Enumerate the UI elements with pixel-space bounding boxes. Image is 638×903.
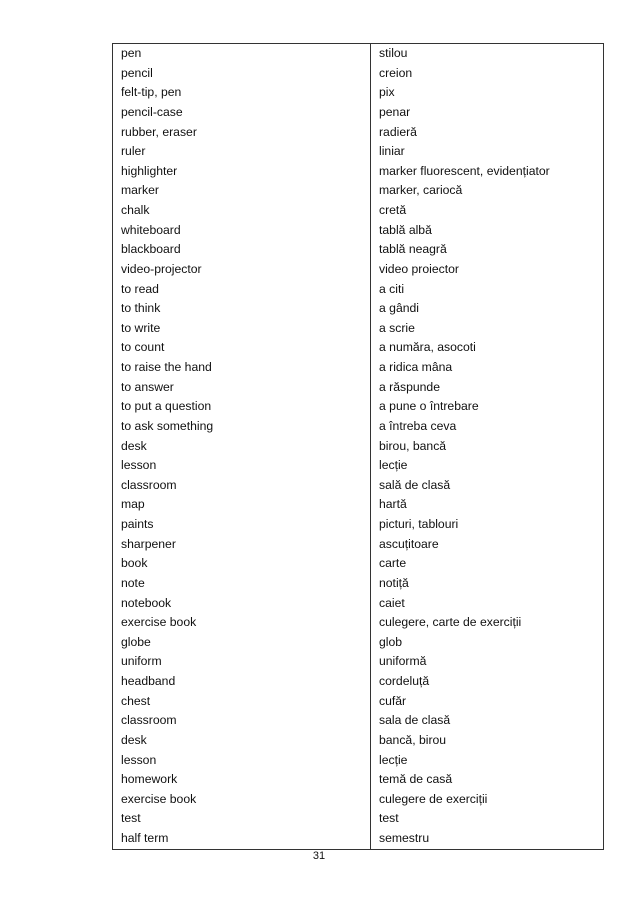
romanian-term: picturi, tablouri (371, 515, 604, 535)
english-term: half term (113, 829, 371, 849)
vocab-row (113, 201, 604, 221)
english-term: to read (113, 280, 371, 300)
vocab-row (113, 456, 604, 476)
english-term: desk (113, 731, 371, 751)
english-term: video-projector (113, 260, 371, 280)
english-term: map (113, 495, 371, 515)
english-term: felt-tip, pen (113, 83, 371, 103)
romanian-term: bancă, birou (371, 731, 604, 751)
english-term: to answer (113, 378, 371, 398)
vocab-row (113, 221, 604, 241)
romanian-term: a pune o întrebare (371, 397, 604, 417)
english-term: to ask something (113, 417, 371, 437)
vocab-row (113, 142, 604, 162)
english-term: note (113, 574, 371, 594)
romanian-term: creion (371, 64, 604, 84)
english-term: classroom (113, 711, 371, 731)
vocab-row (113, 574, 604, 594)
romanian-term: a scrie (371, 319, 604, 339)
english-term: sharpener (113, 535, 371, 555)
vocab-row (113, 829, 604, 849)
english-term: pen (113, 44, 371, 64)
english-term: paints (113, 515, 371, 535)
english-term: test (113, 809, 371, 829)
vocab-row (113, 652, 604, 672)
vocab-row (113, 731, 604, 751)
romanian-term: caiet (371, 594, 604, 614)
romanian-term: semestru (371, 829, 604, 849)
vocab-row (113, 299, 604, 319)
english-term: to think (113, 299, 371, 319)
vocab-row (113, 123, 604, 143)
vocab-row (113, 515, 604, 535)
romanian-term: tablă albă (371, 221, 604, 241)
vocab-row (113, 260, 604, 280)
romanian-term: a răspunde (371, 378, 604, 398)
romanian-term: radieră (371, 123, 604, 143)
english-term: headband (113, 672, 371, 692)
romanian-term: a întreba ceva (371, 417, 604, 437)
english-term: rubber, eraser (113, 123, 371, 143)
vocab-row (113, 417, 604, 437)
english-term: whiteboard (113, 221, 371, 241)
vocab-row (113, 476, 604, 496)
romanian-term: marker fluorescent, evidențiator (371, 162, 604, 182)
romanian-term: notiță (371, 574, 604, 594)
romanian-term: lecție (371, 456, 604, 476)
romanian-term: a ridica mâna (371, 358, 604, 378)
romanian-term: carte (371, 554, 604, 574)
vocabulary-table (112, 43, 604, 850)
vocab-row (113, 554, 604, 574)
romanian-term: glob (371, 633, 604, 653)
romanian-term: test (371, 809, 604, 829)
vocab-row (113, 770, 604, 790)
romanian-term: stilou (371, 44, 604, 64)
english-term: exercise book (113, 790, 371, 810)
romanian-term: temă de casă (371, 770, 604, 790)
vocab-row (113, 338, 604, 358)
english-term: ruler (113, 142, 371, 162)
english-term: to raise the hand (113, 358, 371, 378)
vocab-row (113, 83, 604, 103)
english-term: marker (113, 181, 371, 201)
english-term: pencil-case (113, 103, 371, 123)
vocab-row (113, 103, 604, 123)
vocab-row (113, 319, 604, 339)
vocab-row (113, 64, 604, 84)
romanian-term: cordeluță (371, 672, 604, 692)
romanian-term: culegere de exerciții (371, 790, 604, 810)
vocab-row (113, 790, 604, 810)
vocab-row (113, 751, 604, 771)
vocab-row (113, 633, 604, 653)
romanian-term: culegere, carte de exerciții (371, 613, 604, 633)
english-term: notebook (113, 594, 371, 614)
english-term: to write (113, 319, 371, 339)
english-term: chalk (113, 201, 371, 221)
vocab-row (113, 711, 604, 731)
vocab-row (113, 495, 604, 515)
vocab-row (113, 358, 604, 378)
english-term: lesson (113, 456, 371, 476)
vocab-row (113, 280, 604, 300)
english-term: globe (113, 633, 371, 653)
english-term: book (113, 554, 371, 574)
vocab-row (113, 181, 604, 201)
romanian-term: cufăr (371, 692, 604, 712)
english-term: homework (113, 770, 371, 790)
vocab-row (113, 613, 604, 633)
english-term: to put a question (113, 397, 371, 417)
romanian-term: sală de clasă (371, 476, 604, 496)
romanian-term: a număra, asocoti (371, 338, 604, 358)
english-term: desk (113, 437, 371, 457)
romanian-term: sala de clasă (371, 711, 604, 731)
romanian-term: a citi (371, 280, 604, 300)
vocab-row (113, 378, 604, 398)
english-term: pencil (113, 64, 371, 84)
romanian-term: cretă (371, 201, 604, 221)
english-term: chest (113, 692, 371, 712)
english-term: highlighter (113, 162, 371, 182)
vocab-row (113, 162, 604, 182)
romanian-term: tablă neagră (371, 240, 604, 260)
vocab-row (113, 397, 604, 417)
romanian-term: penar (371, 103, 604, 123)
vocabulary-table-body (113, 44, 604, 850)
romanian-term: liniar (371, 142, 604, 162)
romanian-term: uniformă (371, 652, 604, 672)
romanian-term: marker, cariocă (371, 181, 604, 201)
romanian-term: hartă (371, 495, 604, 515)
english-term: exercise book (113, 613, 371, 633)
english-term: to count (113, 338, 371, 358)
romanian-term: birou, bancă (371, 437, 604, 457)
page-number: 31 (312, 850, 326, 862)
romanian-term: lecție (371, 751, 604, 771)
english-term: blackboard (113, 240, 371, 260)
vocab-row (113, 535, 604, 555)
vocab-row (113, 809, 604, 829)
romanian-term: pix (371, 83, 604, 103)
english-term: lesson (113, 751, 371, 771)
vocab-row (113, 240, 604, 260)
romanian-term: a gândi (371, 299, 604, 319)
vocab-row (113, 692, 604, 712)
vocab-row (113, 672, 604, 692)
english-term: uniform (113, 652, 371, 672)
romanian-term: ascuțitoare (371, 535, 604, 555)
english-term: classroom (113, 476, 371, 496)
vocab-row (113, 44, 604, 64)
romanian-term: video proiector (371, 260, 604, 280)
vocab-row (113, 437, 604, 457)
vocab-row (113, 594, 604, 614)
